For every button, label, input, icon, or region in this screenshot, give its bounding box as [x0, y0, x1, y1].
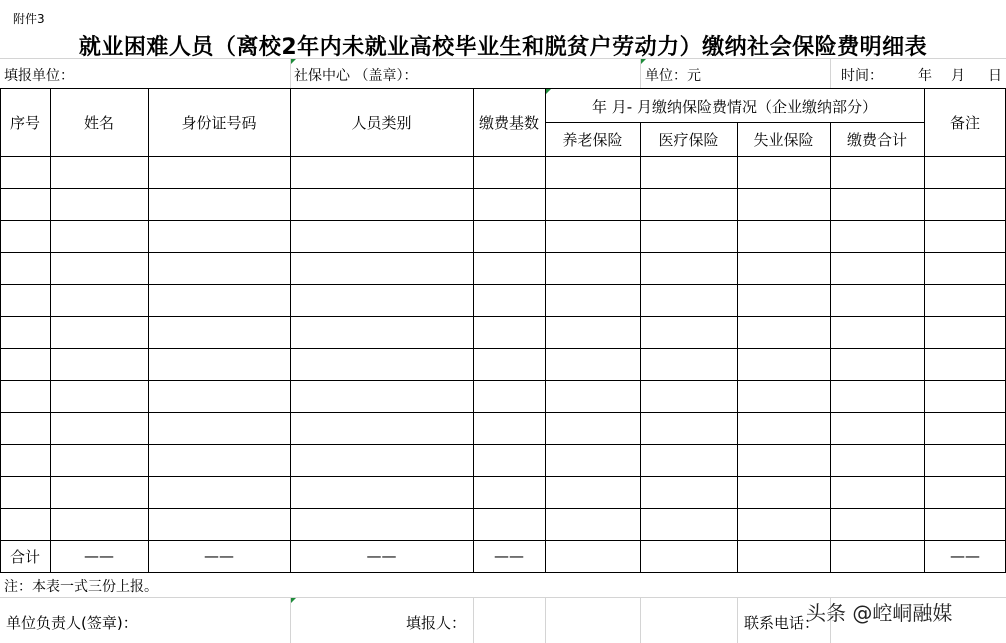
gridline [545, 597, 546, 643]
table-row-line [0, 220, 1006, 221]
header-person-type: 人员类别 [351, 114, 412, 132]
gridline [473, 597, 474, 643]
time-day: 日 [988, 68, 1002, 84]
total-row-label: 合计 [9, 547, 40, 566]
table-column-line [473, 88, 474, 572]
gridline [290, 597, 291, 643]
header-unemployment: 失业保险 [753, 131, 814, 149]
table-note: 注：本表一式三份上报。 [4, 579, 158, 595]
time-label: 时间： [841, 68, 883, 84]
header-total: 缴费合计 [846, 131, 907, 149]
table-column-line [640, 122, 641, 572]
header-name: 姓名 [83, 114, 114, 132]
header-pension: 养老保险 [562, 131, 623, 149]
total-row-person-type: —— [366, 547, 397, 565]
table-column-line [290, 88, 291, 572]
cell-marker [291, 598, 296, 603]
table-row-line [0, 348, 1006, 349]
gridline [737, 597, 738, 643]
header-id-number: 身份证号码 [181, 114, 257, 132]
time-month: 月 [951, 68, 965, 84]
table-row-line [0, 380, 1006, 381]
header-medical: 医疗保险 [658, 131, 719, 149]
table-row-line [0, 188, 1006, 189]
header-seq: 序号 [9, 114, 40, 132]
table-column-line [50, 88, 51, 572]
time-year: 年 [918, 68, 932, 84]
table-row-line [0, 316, 1006, 317]
header-period-group: 年 月- 月缴纳保险费情况（企业缴纳部分） [592, 97, 877, 116]
table-column-line [0, 88, 1, 572]
table-column-line [545, 88, 546, 572]
phone-label: 联系电话： [744, 614, 820, 632]
table-row-line [0, 508, 1006, 509]
total-row-id-number: —— [204, 547, 234, 565]
header-remark: 备注 [949, 114, 980, 132]
reporter-label: 填报人： [406, 614, 467, 632]
table-column-line [148, 88, 149, 572]
watermark: 头条 @崆峒融媒 [806, 601, 953, 625]
total-row-base: —— [494, 547, 524, 565]
table-column-line [924, 88, 925, 572]
attachment-label: 附件3 [13, 12, 45, 26]
unit-currency-label: 单位：元 [645, 68, 701, 84]
table-row-line [0, 156, 1006, 157]
table-column-line [830, 122, 831, 572]
page-title: 就业困难人员（离校2年内未就业高校毕业生和脱贫户劳动力）缴纳社会保险费明细表 [78, 35, 928, 60]
table-column-line [737, 122, 738, 572]
table-row-line [0, 444, 1006, 445]
table-row-line [0, 572, 1006, 573]
table-row-line [0, 252, 1006, 253]
table-row-line [0, 412, 1006, 413]
gridline [830, 58, 831, 88]
header-base: 缴费基数 [478, 114, 539, 132]
total-row-remark: —— [950, 547, 980, 565]
social-center-label: 社保中心 （盖章）： [294, 68, 418, 84]
responsible-label: 单位负责人(签章)： [6, 614, 138, 632]
table-row-line [0, 284, 1006, 285]
total-row-name: —— [84, 547, 114, 565]
gridline [640, 597, 641, 643]
filler-unit-label: 填报单位： [4, 68, 74, 84]
table-row-line [0, 476, 1006, 477]
